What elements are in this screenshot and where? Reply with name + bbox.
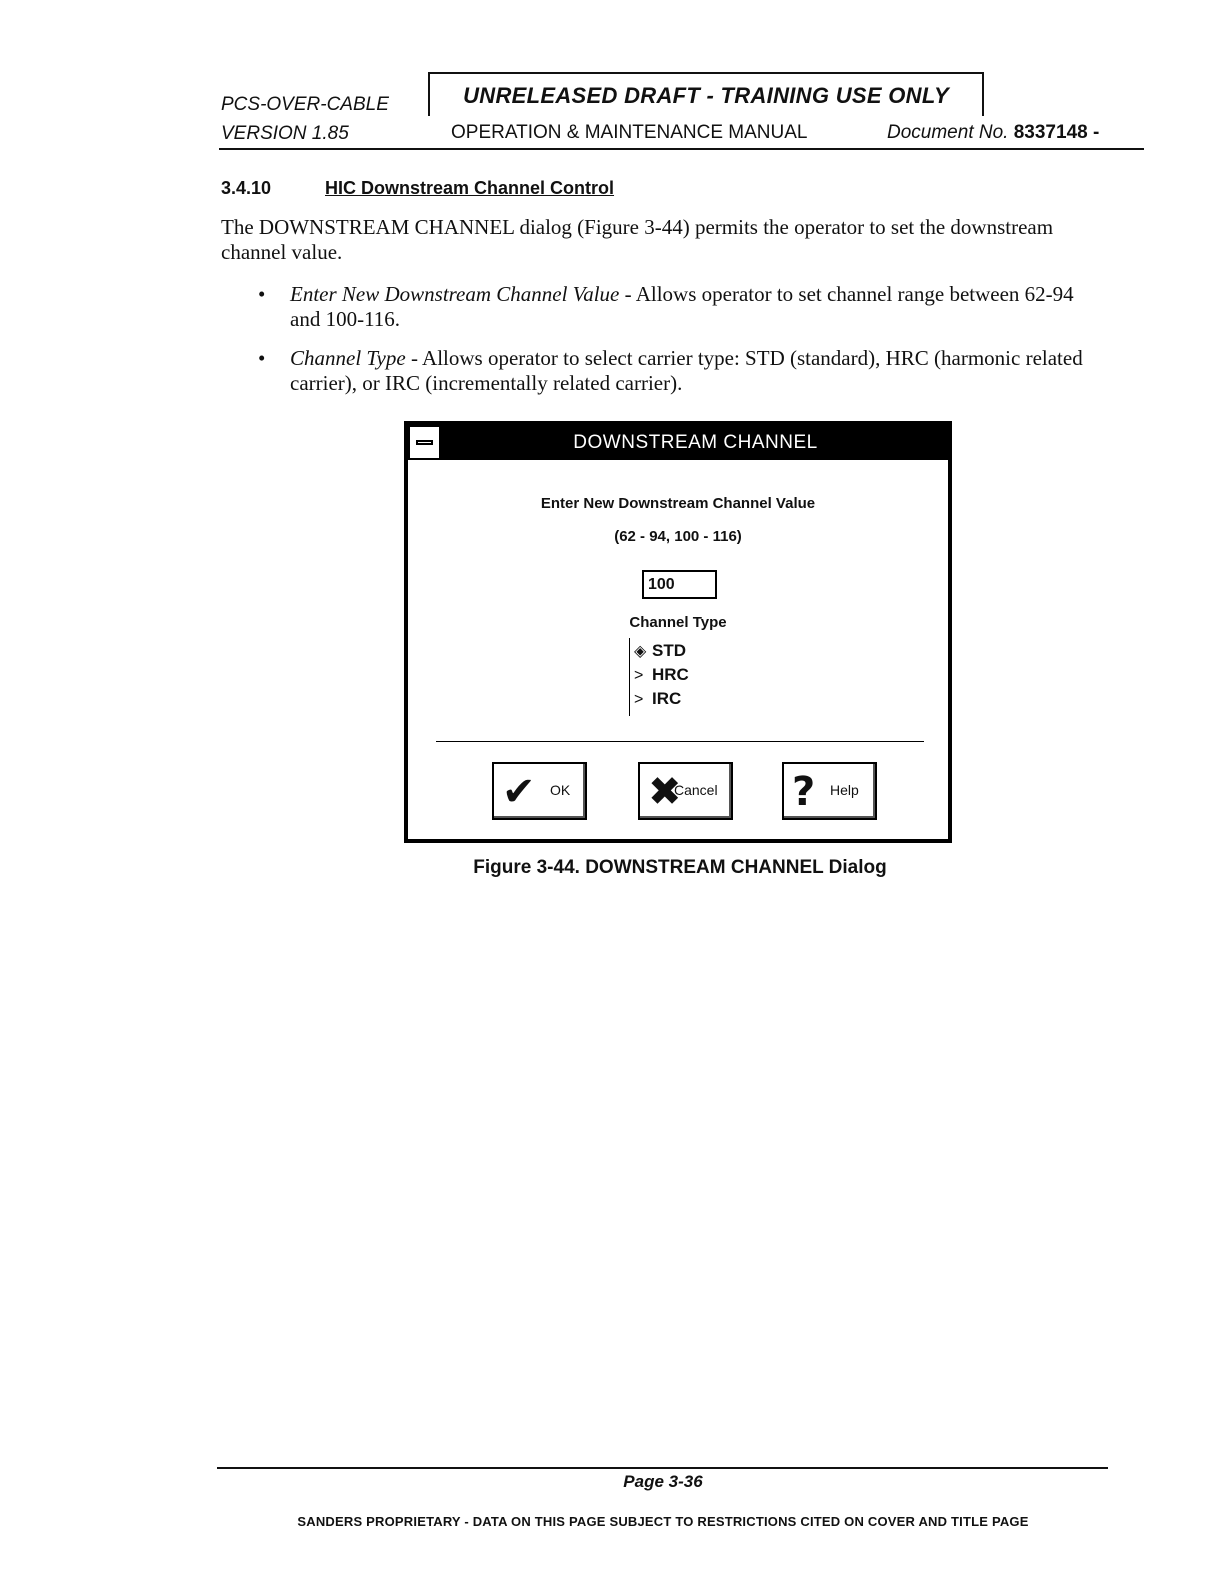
radio-selected-icon: ◈ (634, 643, 647, 660)
check-icon: ✔ (502, 769, 536, 815)
radio-unselected-icon: > (634, 667, 644, 684)
system-menu-icon[interactable] (410, 427, 441, 458)
question-icon: ? (792, 769, 816, 815)
help-label: Help (830, 782, 859, 798)
bullet-desc: - Allows operator to set channel range between 62-94 and 100-116. (290, 282, 1074, 331)
intro-paragraph: The DOWNSTREAM CHANNEL dialog (Figure 3-44) permits the operator to set the downstream channel value. (221, 215, 1054, 264)
button-separator (436, 741, 924, 742)
proprietary-notice: SANDERS PROPRIETARY - DATA ON THIS PAGE SUBJECT TO RESTRICTIONS CITED ON COVER AND TITLE PAGE (297, 1514, 1029, 1529)
bullet-item (290, 346, 1100, 396)
bullet-term: Channel Type (290, 346, 406, 370)
section-number: 3.4.10 (221, 178, 272, 198)
channel-value-input[interactable]: 100 (642, 570, 717, 599)
header-version: VERSION 1.85 (221, 123, 349, 144)
x-icon: ✖ (648, 769, 682, 815)
dialog-titlebar (408, 425, 948, 460)
section-title: HIC Downstream Channel Control (325, 178, 615, 198)
downstream-channel-dialog (404, 421, 952, 843)
help-button[interactable] (782, 762, 877, 820)
doc-number: 8337148 - (1013, 122, 1100, 143)
radio-std[interactable] (634, 641, 686, 661)
dialog-title: DOWNSTREAM CHANNEL (573, 432, 818, 453)
draft-banner: UNRELEASED DRAFT - TRAINING USE ONLY (428, 72, 984, 116)
channel-type-label: Channel Type (629, 614, 727, 631)
radio-unselected-icon: > (634, 691, 644, 708)
bullet-desc: - Allows operator to select carrier type: STD (standard), HRC (harmonic related carrier), or IRC (incrementally related carrier). (290, 346, 1083, 395)
ok-button[interactable] (492, 762, 587, 820)
ok-label: OK (550, 782, 571, 798)
cancel-label: Cancel (674, 782, 718, 798)
system-menu-bar (416, 440, 433, 445)
page-number: Page 3-36 (623, 1472, 703, 1491)
radio-label: IRC (652, 689, 682, 708)
channel-value-prompt: Enter New Downstream Channel Value (540, 495, 816, 512)
header-product: PCS-OVER-CABLE (221, 94, 389, 115)
cancel-button[interactable] (638, 762, 733, 820)
radio-hrc[interactable] (634, 665, 689, 685)
channel-type-group (629, 638, 689, 716)
channel-range-hint: (62 - 94, 100 - 116) (614, 528, 742, 545)
radio-irc[interactable] (634, 689, 681, 709)
footer-rule (217, 1467, 1108, 1469)
doc-label: Document No. (887, 122, 1009, 143)
bullet-term: Enter New Downstream Channel Value (290, 282, 620, 306)
figure-caption: Figure 3-44. DOWNSTREAM CHANNEL Dialog (473, 857, 887, 878)
bullet-marker: • (258, 282, 266, 306)
radio-label: STD (652, 641, 686, 660)
bullet-marker: • (258, 346, 266, 370)
radio-label: HRC (652, 665, 689, 684)
header-document-number (887, 122, 1099, 144)
bullet-item (290, 282, 1100, 332)
header-manual-title: OPERATION & MAINTENANCE MANUAL (451, 122, 808, 143)
header-rule (219, 148, 1144, 150)
